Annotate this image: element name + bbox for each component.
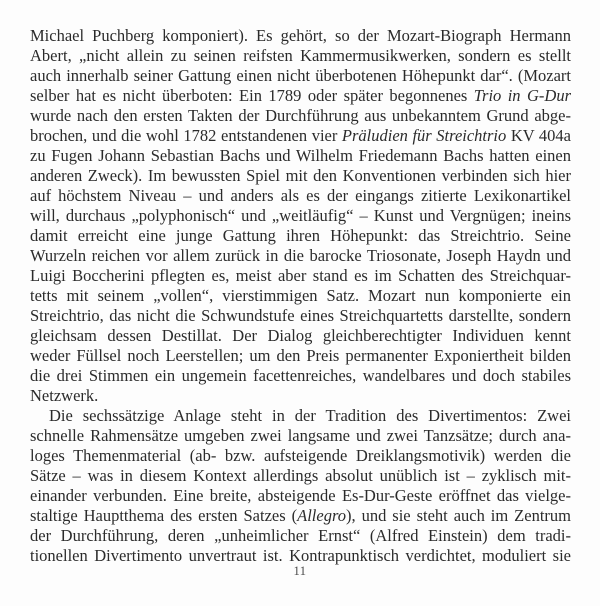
body-text: Luigi Boccherini pflegten es, meist aber stand es im Schatten des Streichquar- [30,266,571,285]
text-line [30,166,571,186]
body-text: tetts mit seinem „vollen“, vierstimmigen Satz. Mozart nun komponierte ein [30,286,571,305]
text-line-content [30,246,571,265]
body-text: selber hat es nicht überboten: Ein 1789 oder später begonnenes [30,86,474,105]
body-text: will, durchaus „polyphonisch“ und „weitläufig“ – Kunst und Vergnügen; ineins [30,206,571,225]
italic-text: Trio in G-Dur [473,86,571,105]
text-line-content [30,106,571,125]
text-line [30,366,571,386]
text-line [30,486,571,506]
text-line-content [30,86,571,105]
body-text: Michael Puchberg komponiert). Es gehört, so der Mozart-Biograph Hermann [30,26,571,45]
text-line [30,186,571,206]
text-line [30,546,571,566]
text-line [30,246,571,266]
text-line [30,146,571,166]
text-line [30,106,571,126]
text-line [30,506,571,526]
text-line [30,346,571,366]
body-text: Streichtrio, das nicht die Schwundstufe eines Streichquartetts darstellte, sondern [30,306,571,325]
text-line-content [30,126,571,145]
text-line [30,526,571,546]
body-text: Wurzeln reichen vor allem zurück in die barocke Triosonate, Joseph Haydn und [30,246,571,265]
text-line [30,66,571,86]
body-text: auf höchstem Niveau – und anders als es der eingangs zitierte Lexikonartikel [30,186,571,205]
text-line [30,446,571,466]
body-text: gleichsam dessen Destillat. Der Dialog gleichberechtigter Individuen kennt [30,326,571,345]
text-line [30,46,571,66]
text-line-content [30,466,571,485]
text-line-content [30,486,571,505]
italic-text: Allegro [297,506,347,525]
body-text: Die sechssätzige Anlage steht in der Tradition des Divertimentos: Zwei [49,406,571,425]
text-line-content [49,406,571,425]
body-text: Abert, „nicht allein zu seinen reifsten Kammermusikwerken, sondern es stellt [30,46,571,65]
body-text: brochen, und die wohl 1782 entstandenen vier [30,126,342,145]
paragraph-indent [30,420,49,421]
text-line [30,426,571,446]
text-line [30,206,571,226]
text-line-content [30,186,571,205]
body-text: auch innerhalb seiner Gattung einen nicht überbotenen Höhepunkt dar“. (Mozart [30,66,571,85]
text-line [30,406,571,426]
text-line-content [30,146,571,165]
body-text: Netzwerk. [30,386,99,405]
text-line [30,466,571,486]
body-text: weder Füllsel noch Leerstellen; um den Preis permanenter Exponiertheit bilden [30,346,571,365]
text-line [30,226,571,246]
body-text: staltige Hauptthema des ersten Satzes ( [30,506,298,525]
page-number: 11 [293,564,307,578]
italic-text: Präludien für Streichtrio [341,126,507,145]
text-line-content [30,26,571,45]
body-text: einander verbunden. Eine breite, absteigende Es-Dur-Geste eröffnet das vielge- [30,486,571,505]
text-line [30,306,571,326]
body-text: KV 404a [506,126,571,145]
body-text: wurde nach den ersten Takten der Durchführung aus unbekanntem Grund abge- [30,106,571,125]
text-line [30,286,571,306]
text-line [30,266,571,286]
text-line-content [30,526,571,545]
body-text: ), und sie steht auch im Zentrum [346,506,571,525]
text-line-content [30,346,571,365]
body-text: tionellen Divertimento unvertraut ist. Kontrapunktisch verdichtet, moduliert sie [30,546,571,565]
text-line-content [30,226,571,245]
body-text: der Durchführung, deren „unheimlicher Ernst“ (Alfred Einstein) dem tradi- [30,526,571,545]
text-line-content [30,546,571,565]
text-line-content [30,166,571,185]
text-line-content [30,306,571,325]
page-text [30,26,571,566]
text-line-content [30,206,571,225]
body-text: anderen Zweck). Im bewussten Spiel mit den Konventionen verbinden sich hier [30,166,571,185]
text-line-content [30,366,571,385]
text-line [30,26,571,46]
body-text: schnelle Rahmensätze umgeben zwei langsame und zwei Tanzsätze; durch ana- [30,426,571,445]
text-line-content [30,266,571,285]
body-text: Sätze – was in diesem Kontext allerdings absolut unüblich ist – zyklisch mit- [30,466,571,485]
text-line [30,86,571,106]
text-line [30,126,571,146]
text-line-content [30,286,571,305]
text-line-content [30,326,571,345]
text-line [30,326,571,346]
text-line-content [30,446,571,465]
body-text: die drei Stimmen ein ungemein facettenreiches, wandelbares und doch stabiles [30,366,571,385]
body-text: damit erreicht eine junge Gattung ihren Höhepunkt: das Streichtrio. Seine [30,226,571,245]
text-line-content [30,426,571,445]
text-line-content [30,506,571,525]
text-line-content [30,386,98,405]
text-line [30,386,571,406]
body-text: loges Themenmaterial (ab- bzw. aufsteigende Dreiklangsmotivik) werden die [30,446,571,465]
text-line-content [30,66,571,85]
body-text: zu Fugen Johann Sebastian Bachs und Wilhelm Friedemann Bachs hatten einen [30,146,571,165]
text-line-content [30,46,571,65]
